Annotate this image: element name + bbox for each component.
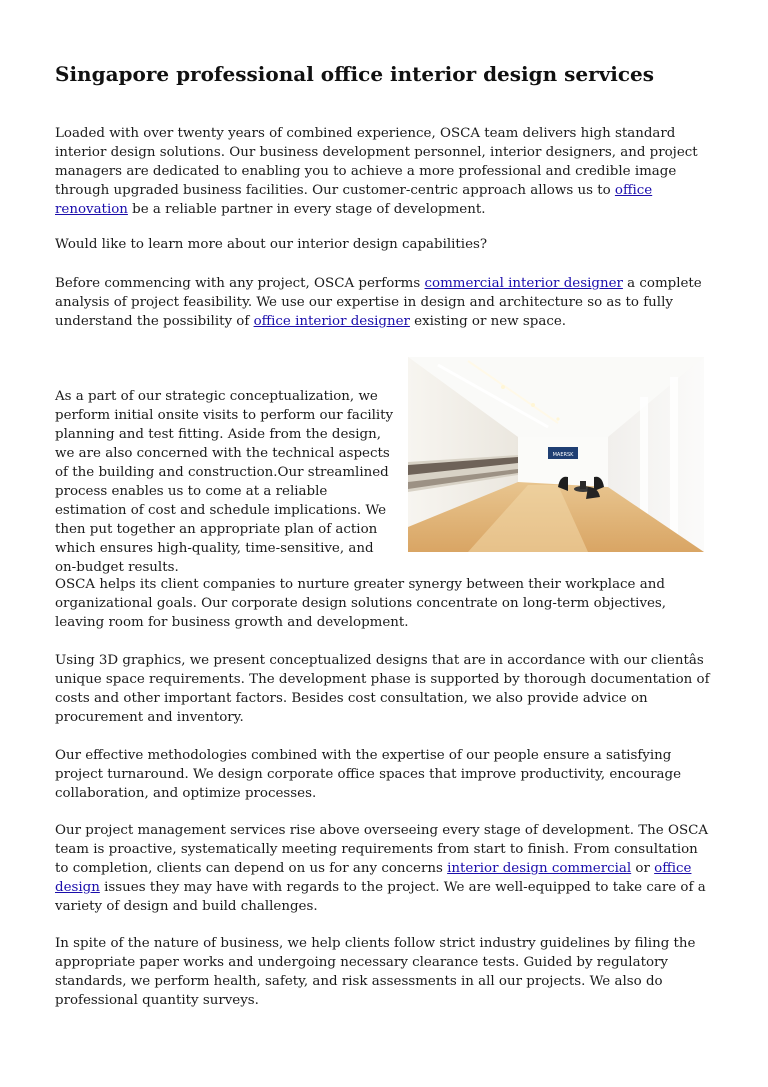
3d-graphics-paragraph: Using 3D graphics, we present conceptualized designs that are in accordance with our clientâs unique space requirements. The development phase is supported by thorough documentation of costs and other important factors. Besides cost consultation, we also provide advice on procurement and inventory. bbox=[55, 653, 710, 725]
office-renovation-link[interactable]: office renovation bbox=[55, 183, 653, 217]
synergy-paragraph: OSCA helps its client companies to nurture greater synergy between their workplace and organizational goals. Our corporate design solutions concentrate on long-term objectives, leaving room for business growth and development. bbox=[55, 577, 667, 630]
office-interior-illustration bbox=[408, 357, 704, 552]
intro-text-start: Loaded with over twenty years of combined experience, OSCA team delivers high standard interior design solutions. Our business development personnel, interior designers, and project managers are dedicated to enabling you to achieve a more professional and credible image through upgraded business facilities. Our customer-centric approach allows us to bbox=[55, 126, 698, 198]
office-interior-designer-link[interactable]: office interior designer bbox=[253, 314, 410, 329]
interior-design-commercial-link[interactable]: interior design commercial bbox=[447, 861, 632, 876]
intro-text-end: be a reliable partner in every stage of development. bbox=[127, 202, 486, 217]
project-management-text-start: Our project management services rise above overseeing every stage of development. The OSCA team is proactive, systematically meeting requirements from start to finish. From consultation to completion, clients can depend on us for any concerns bbox=[55, 823, 709, 876]
commercial-interior-designer-link[interactable]: commercial interior designer bbox=[424, 276, 623, 291]
feasibility-text-middle: a complete analysis of project feasibility. We use our expertise in design and architecture so as to fully understand the possibility of bbox=[55, 276, 702, 329]
intro-paragraph bbox=[55, 124, 715, 219]
compliance-paragraph: In spite of the nature of business, we help clients follow strict industry guidelines by filing the appropriate paper works and undergoing necessary clearance tests. Guided by regulatory standards, we perform health, safety, and risk assessments in all our projects. We also do professional quantity surveys. bbox=[55, 936, 696, 1008]
conceptualization-paragraph: As a part of our strategic conceptualization, we perform initial onsite visits to perform our facility planning and test fitting. Aside from the design, we are also concerned with the technical aspects of the building and construction.Our streamlined process enables us to come at a reliable estimation of cost and schedule implications. We then put together an appropriate plan of action which ensures high-quality, time-sensitive, and on-budget results. bbox=[55, 389, 394, 575]
project-management-paragraph bbox=[55, 821, 715, 916]
wall-sign-text: MAERSK bbox=[552, 452, 574, 458]
project-management-text-end: issues they may have with regards to the project. We are well-equipped to take care of a variety of design and build challenges. bbox=[55, 880, 706, 914]
project-management-text-middle: or bbox=[631, 861, 655, 876]
feasibility-text-start: Before commencing with any project, OSCA performs bbox=[55, 276, 425, 291]
methodologies-paragraph: Our effective methodologies combined with the expertise of our people ensure a satisfying project turnaround. We design corporate office spaces that improve productivity, encourage collaboration, and optimize processes. bbox=[55, 748, 681, 801]
feasibility-text-end: existing or new space. bbox=[409, 314, 567, 329]
office-interior-photo bbox=[408, 357, 704, 552]
page-title: Singapore professional office interior design services bbox=[55, 62, 655, 86]
capabilities-question: Would like to learn more about our interior design capabilities? bbox=[55, 237, 488, 252]
office-design-link[interactable]: office design bbox=[55, 861, 692, 895]
feasibility-paragraph bbox=[55, 274, 715, 331]
